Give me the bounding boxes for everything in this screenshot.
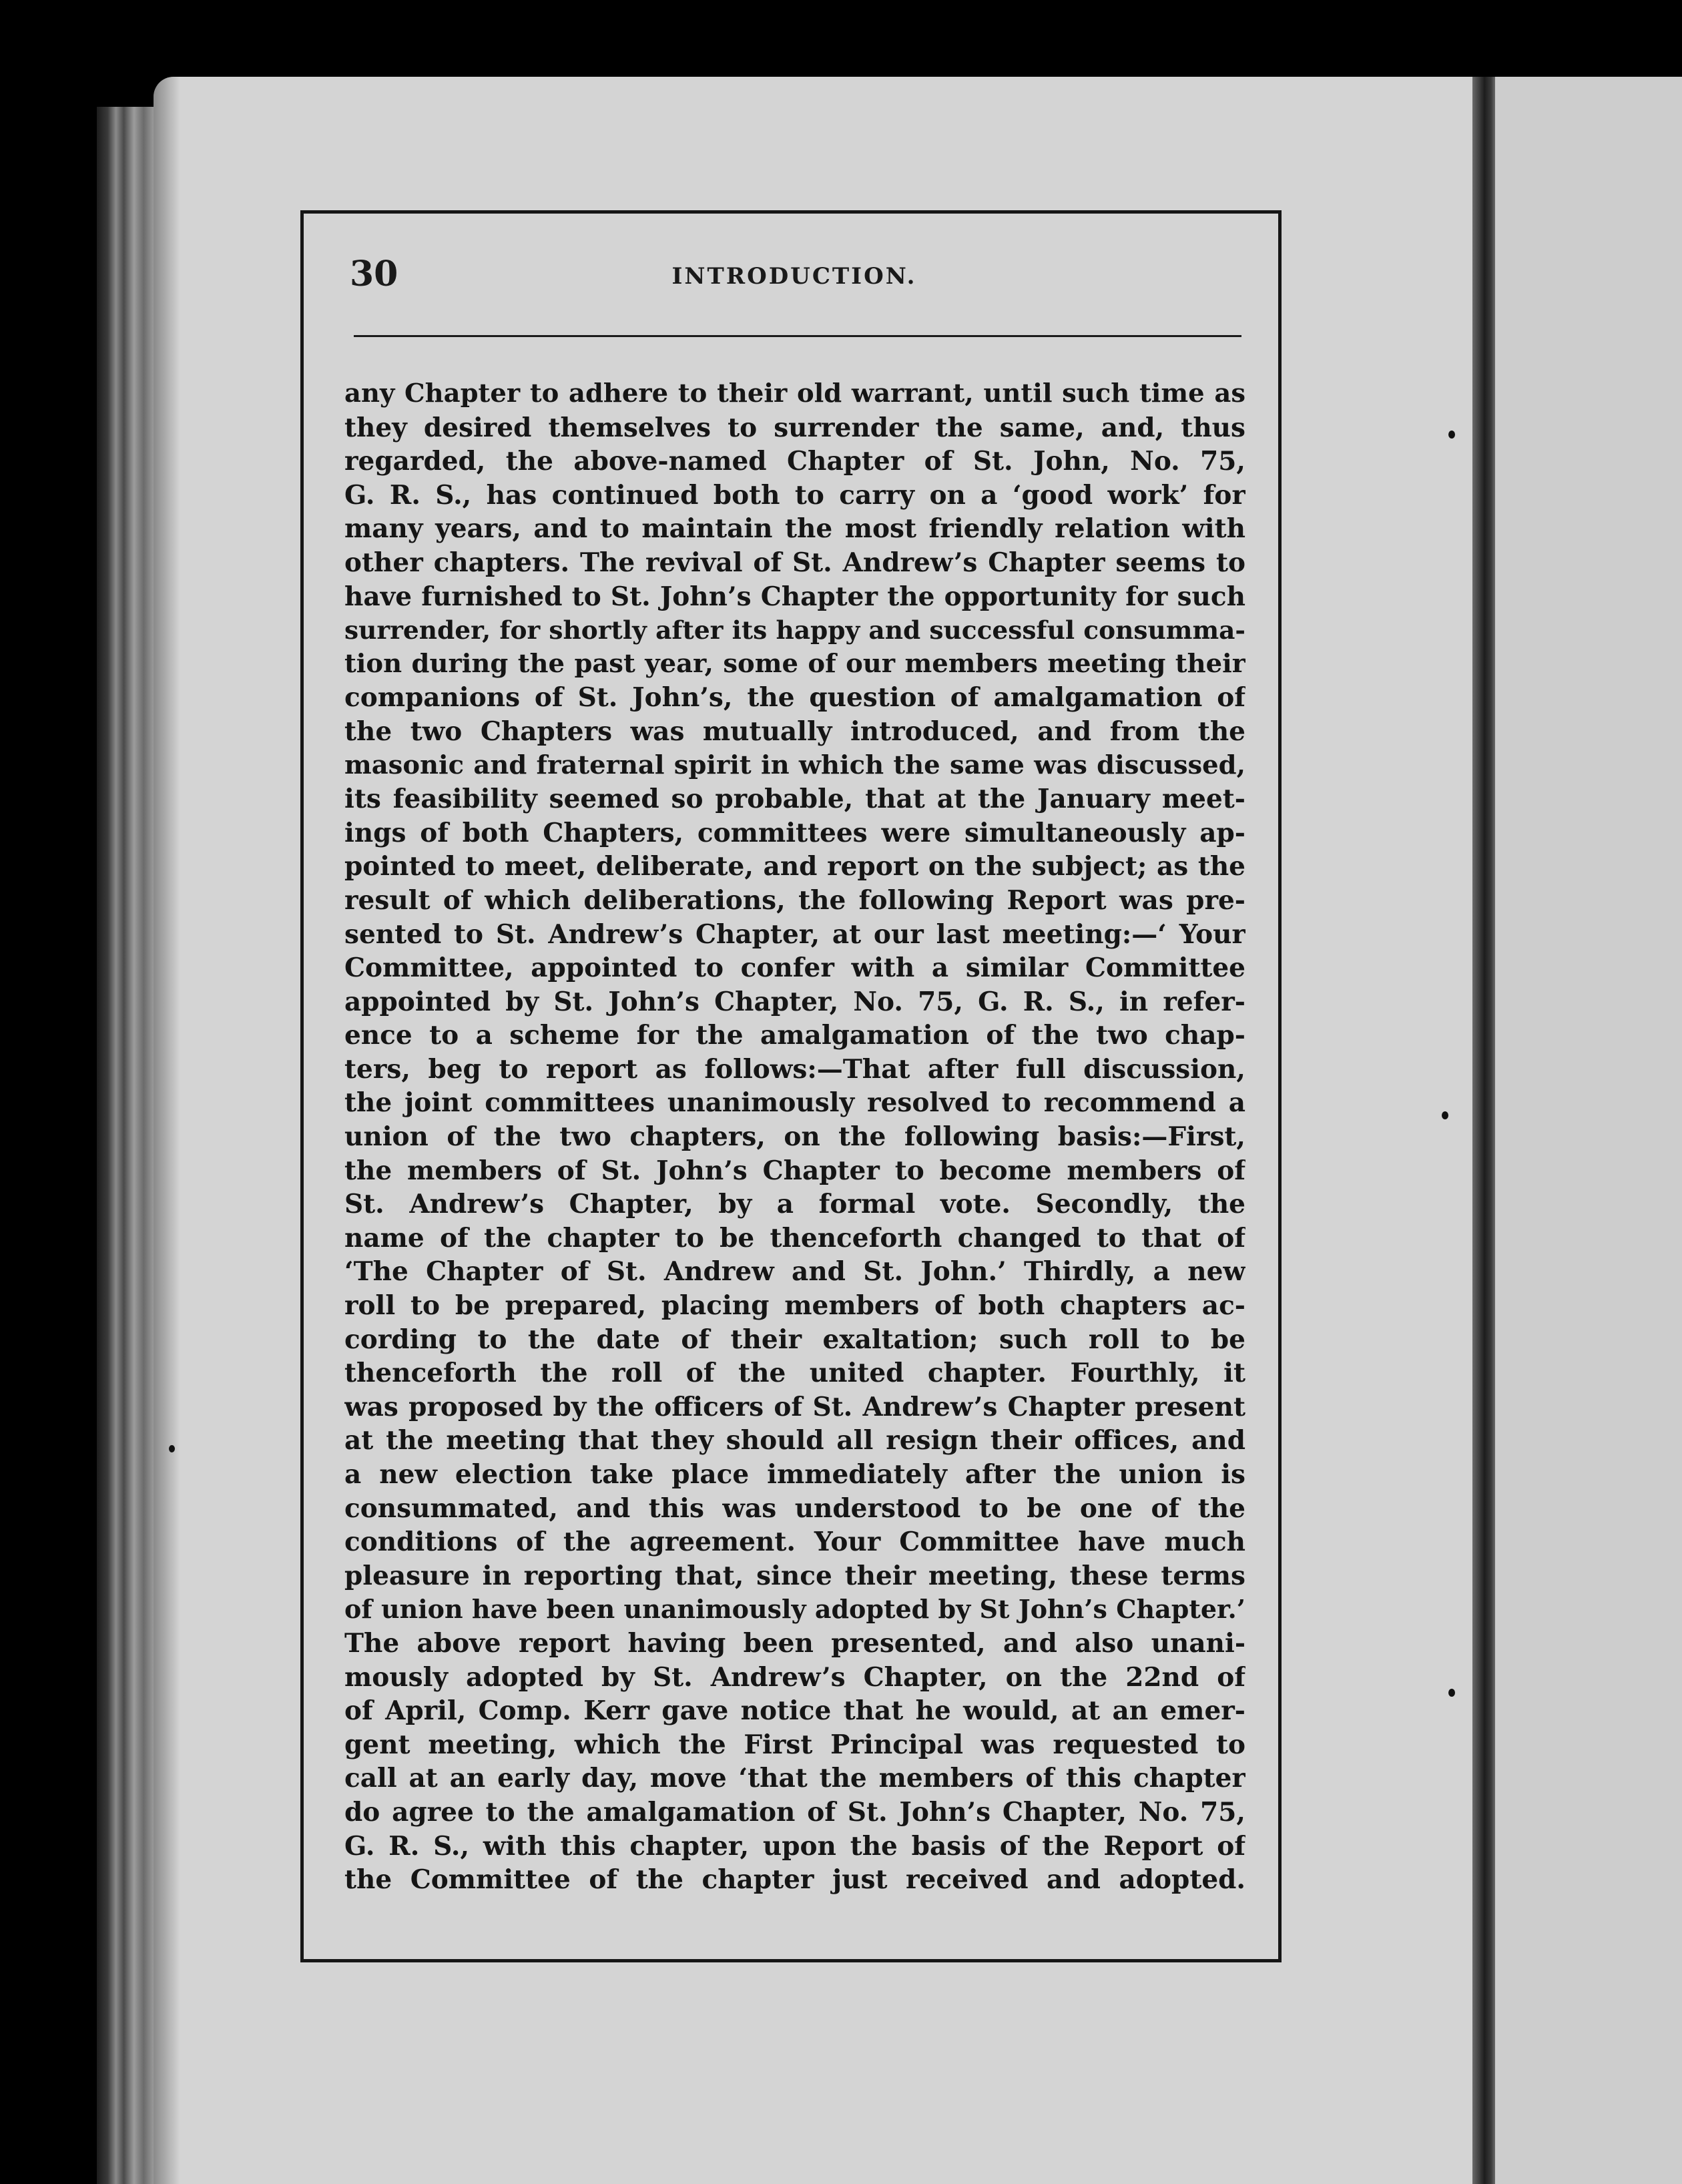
text-line: sented to St. Andrew’s Chapter, at our last meeting:—‘ Your (344, 918, 1245, 950)
scan-speck (1448, 1689, 1455, 1697)
text-line: have furnished to St. John’s Chapter the opportunity for such (344, 581, 1245, 612)
text-line: regarded, the above-named Chapter of St. John, No. 75, (344, 446, 1245, 477)
text-line: its feasibility seemed so probable, that at the January meet- (344, 784, 1245, 815)
text-line: G. R. S., has continued both to carry on a ‘good work’ for (344, 479, 1245, 511)
text-line: ings of both Chapters, committees were simultaneously ap- (344, 817, 1245, 848)
text-line: union of the two chapters, on the following basis:—First, (344, 1121, 1245, 1153)
text-line: companions of St. John’s, the question of amalgamation of (344, 682, 1245, 714)
text-line: G. R. S., with this chapter, upon the basis of the Report of (344, 1830, 1245, 1862)
body-text (344, 377, 1245, 1912)
text-line: was proposed by the officers of St. Andrew’s Chapter present (344, 1391, 1245, 1422)
facing-page (1495, 77, 1682, 2184)
text-line: ters, beg to report as follows:—That after full discussion, (344, 1053, 1245, 1085)
text-line: of April, Comp. Kerr gave notice that he would, at an emer- (344, 1695, 1245, 1727)
text-line: many years, and to maintain the most friendly relation with (344, 513, 1245, 545)
text-line: name of the chapter to be thenceforth changed to that of (344, 1222, 1245, 1254)
text-line: The above report having been presented, and also unani- (344, 1627, 1245, 1659)
scan-speck (169, 1445, 175, 1452)
text-line: any Chapter to adhere to their old warrant, until such time as (344, 378, 1245, 408)
text-line: consummated, and this was understood to be one of the (344, 1492, 1245, 1524)
text-line: of union have been unanimously adopted by St John’s Chapter.’ (344, 1594, 1245, 1625)
text-line: do agree to the amalgamation of St. John’s Chapter, No. 75, (344, 1796, 1245, 1828)
text-line: surrender, for shortly after its happy and successful consumma- (344, 615, 1245, 645)
scan-speck (1448, 431, 1455, 439)
text-line: they desired themselves to surrender the same, and, thus (344, 412, 1245, 443)
running-head (347, 254, 1241, 307)
text-line: gent meeting, which the First Principal was requested to (344, 1729, 1245, 1760)
text-line: the joint committees unanimously resolved to recommend a (344, 1087, 1245, 1119)
text-line: thenceforth the roll of the united chapter. Fourthly, it (344, 1358, 1245, 1389)
text-line: the two Chapters was mutually introduced, and from the (344, 716, 1245, 747)
text-line: result of which deliberations, the following Report was pre- (344, 884, 1245, 916)
text-line: conditions of the agreement. Your Committee have much (344, 1527, 1245, 1558)
book-spine (97, 107, 157, 2184)
text-line: pointed to meet, deliberate, and report on the subject; as the (344, 851, 1245, 882)
text-line: mously adopted by St. Andrew’s Chapter, on the 22nd of (344, 1661, 1245, 1693)
text-line: appointed by St. John’s Chapter, No. 75, G. R. S., in refer- (344, 986, 1245, 1017)
text-line: other chapters. The revival of St. Andrew’s Chapter seems to (344, 547, 1245, 578)
page-edge-shadow (154, 77, 180, 2184)
text-line: pleasure in reporting that, since their meeting, these terms (344, 1560, 1245, 1591)
page-number: 30 (350, 254, 398, 294)
text-line: St. Andrew’s Chapter, by a formal vote. Secondly, the (344, 1189, 1245, 1220)
scan-speck (1442, 1111, 1448, 1119)
text-line: ence to a scheme for the amalgamation of the two chap- (344, 1020, 1245, 1051)
text-line: the Committee of the chapter just received and adopted. (344, 1864, 1245, 1896)
text-line: the members of St. John’s Chapter to become members of (344, 1155, 1245, 1186)
running-title: INTRODUCTION. (671, 263, 917, 290)
text-line: cording to the date of their exaltation; such roll to be (344, 1324, 1245, 1355)
text-line: at the meeting that they should all resign their offices, and (344, 1425, 1245, 1456)
text-line: a new election take place immediately after the union is (344, 1459, 1245, 1490)
text-line: roll to be prepared, placing members of both chapters ac- (344, 1290, 1245, 1322)
text-line: tion during the past year, some of our members meeting their (344, 648, 1245, 679)
text-line: Committee, appointed to confer with a similar Committee (344, 952, 1245, 984)
text-line: ‘The Chapter of St. Andrew and St. John.’ Thirdly, a new (344, 1256, 1245, 1288)
text-line: masonic and fraternal spirit in which the same was discussed, (344, 750, 1245, 780)
text-line: call at an early day, move ‘that the members of this chapter (344, 1763, 1245, 1794)
header-rule (354, 335, 1241, 337)
